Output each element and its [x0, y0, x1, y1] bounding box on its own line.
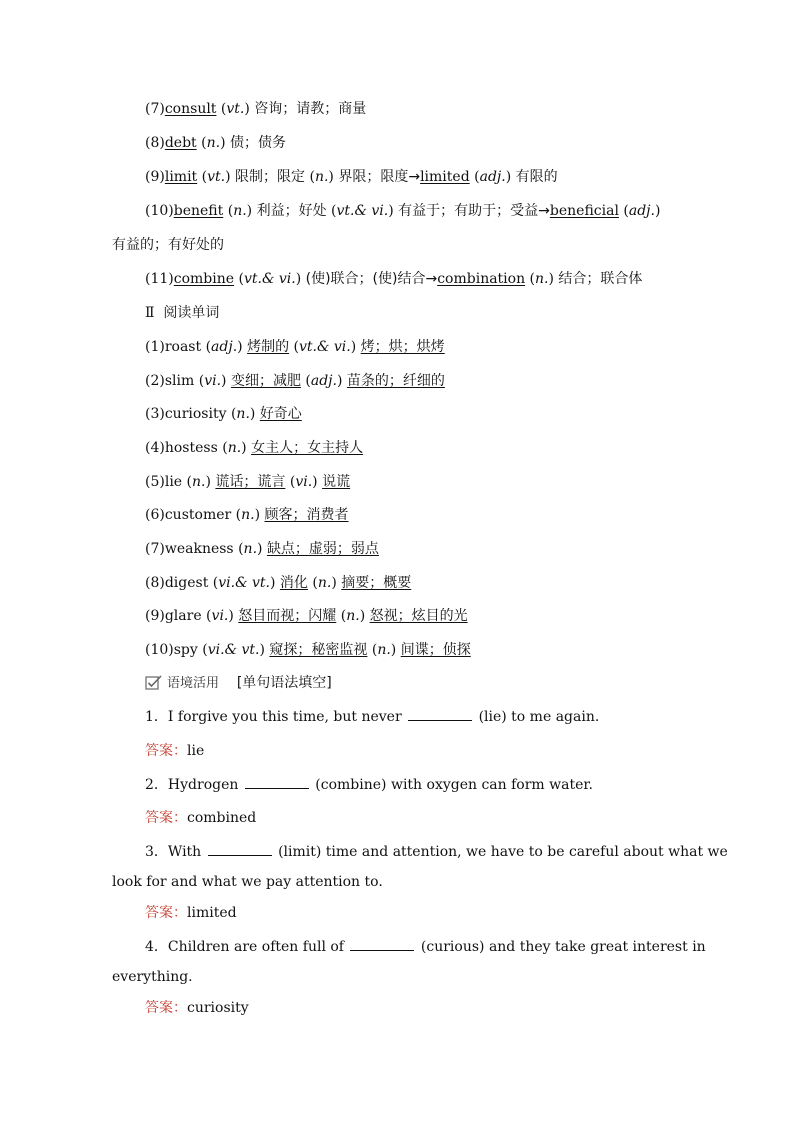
answer-4: 答案：curiosity [145, 1000, 249, 1016]
reading-item: (7)weakness (n.) 缺点；虚弱；弱点 [145, 541, 379, 557]
answer-3: 答案：limited [145, 905, 237, 921]
reading-item: (3)curiosity (n.) 好奇心 [145, 406, 302, 422]
checkbox-pencil-icon [145, 674, 163, 690]
reading-item: (4)hostess (n.) 女主人；女主持人 [145, 440, 364, 456]
reading-item: (9)glare (vi.) 怒目而视；闪耀 (n.) 怒视；炫目的光 [145, 608, 468, 624]
question-4: 4．Children are often full of (curious) and they take great interest in [145, 939, 706, 955]
reading-item: (2)slim (vi.) 变细；减肥 (adj.) 苗条的；纤细的 [145, 373, 445, 389]
reading-item: (8)digest (vi.& vt.) 消化 (n.) 摘要；概要 [145, 575, 412, 591]
practice-heading: 语境活用 [单句语法填空] [145, 673, 332, 694]
section-heading: Ⅱ 阅读单词 [145, 305, 220, 321]
reading-item: (10)spy (vi.& vt.) 窥探；秘密监视 (n.) 间谍；侦探 [145, 642, 471, 658]
answer-blank[interactable] [208, 843, 272, 856]
question-4-cont: everything. [112, 969, 193, 985]
answer-blank[interactable] [408, 708, 472, 721]
answer-2: 答案：combined [145, 810, 257, 826]
vocab-item: (9)limit (vt.) 限制；限定 (n.) 界限；限度→limited (adj.) 有限的 [145, 169, 558, 185]
vocab-item: (11)combine (vt.& vi.) (使)联合；(使)结合→combination (n.) 结合；联合体 [145, 271, 643, 287]
question-2: 2．Hydrogen (combine) with oxygen can form water. [145, 777, 593, 793]
answer-1: 答案：lie [145, 743, 205, 759]
vocab-item: (8)debt (n.) 债；债务 [145, 135, 286, 151]
question-3-cont: look for and what we pay attention to. [112, 874, 383, 890]
vocab-item: (7)consult (vt.) 咨询；请教；商量 [145, 101, 367, 117]
vocab-item-cont: 有益的；有好处的 [112, 237, 224, 253]
answer-blank[interactable] [350, 938, 414, 951]
reading-item: (6)customer (n.) 顾客；消费者 [145, 507, 349, 523]
answer-blank[interactable] [245, 776, 309, 789]
question-3: 3．With (limit) time and attention, we have to be careful about what we [145, 844, 728, 860]
vocab-item: (10)benefit (n.) 利益；好处 (vt.& vi.) 有益于；有助于；受益→beneficial (adj.) [145, 203, 661, 219]
question-1: 1．I forgive you this time, but never (lie) to me again. [145, 709, 600, 725]
reading-item: (1)roast (adj.) 烤制的 (vt.& vi.) 烤；烘；烘烤 [145, 339, 445, 355]
reading-item: (5)lie (n.) 谎话；谎言 (vi.) 说谎 [145, 474, 351, 490]
